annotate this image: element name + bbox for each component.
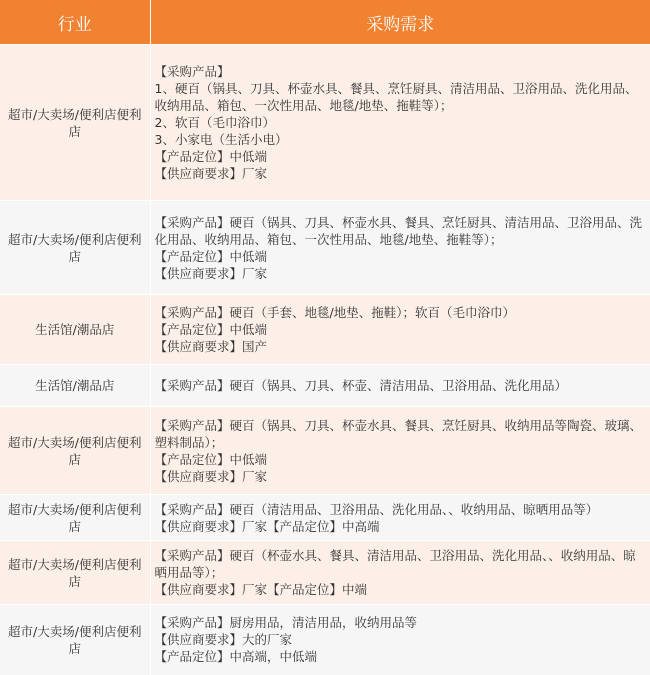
demand-line: 【采购产品】硬百（锅具、刀具、杯壶水具、餐具、烹饪厨具、收纳用品等陶瓷、玻璃、塑料制品）；: [154, 417, 643, 450]
demand-line: 【产品定位】中低端: [154, 451, 268, 467]
demand-cell: [150, 201, 650, 295]
header-row: [0, 0, 650, 45]
demand-line: 【采购产品】硬百（杯壶水具、餐具、清洁用品、卫浴用品、洗化用品、、收纳用品、晾晒用品等）；: [154, 548, 636, 580]
demand-line: 【采购产品】硬百（手套、地毯/地垫、拖鞋）；软百（毛巾浴巾）: [154, 305, 515, 320]
table-body: [0, 45, 650, 675]
table-row: [0, 201, 650, 295]
demand-line: 【采购产品】厨房用品，清洁用品，收纳用品等: [154, 615, 418, 631]
demand-line: 【产品定位】中低端: [154, 248, 268, 264]
industry-cell: 超市/大卖场/便利店便利店: [0, 201, 150, 295]
demand-cell: [150, 407, 650, 495]
industry-cell: 生活馆/潮品店: [0, 365, 150, 407]
table-row: [0, 295, 650, 365]
demand-line: 2、软百（毛巾浴巾）: [154, 115, 275, 130]
demand-header: 采购需求: [150, 0, 650, 45]
demand-line: 1、硬百（锅具、刀具、杯壶水具、餐具、烹饪厨具、清洁用品、卫浴用品、洗化用品、收纳用品、箱包、一次性用品、地毯/地垫、拖鞋等）；: [154, 81, 638, 113]
demand-line: 【供应商要求】厂家: [154, 166, 268, 181]
demand-line: 【供应商要求】厂家【产品定位】中高端: [154, 518, 380, 534]
demand-line: 【采购产品】: [154, 64, 230, 79]
table-row: [0, 605, 650, 675]
industry-cell: 超市/大卖场/便利店便利店: [0, 495, 150, 541]
demand-cell: [150, 541, 650, 605]
demand-line: 【供应商要求】厂家【产品定位】中端: [154, 582, 368, 597]
demand-line: 【供应商要求】国产: [154, 339, 268, 354]
demand-cell: [150, 295, 650, 365]
table-row: [0, 495, 650, 541]
demand-line: 【供应商要求】大的厂家: [154, 632, 293, 648]
industry-cell: 超市/大卖场/便利店便利店: [0, 605, 150, 675]
industry-cell: 超市/大卖场/便利店便利店: [0, 45, 150, 201]
demand-cell: [150, 495, 650, 541]
demand-line: 【采购产品】硬百（清洁用品、卫浴用品、洗化用品、、收纳用品、晾晒用品等）: [154, 501, 599, 517]
demand-line: 【供应商要求】厂家: [154, 265, 268, 281]
table-row: [0, 365, 650, 407]
table-row: [0, 407, 650, 495]
demand-cell: [150, 365, 650, 407]
industry-header: 行业: [0, 0, 150, 45]
demand-line: 【产品定位】中高端，中低端: [154, 649, 318, 665]
demand-cell: [150, 605, 650, 675]
demand-line: 【采购产品】硬百（锅具、刀具、杯壶、清洁用品、卫浴用品、洗化用品）: [154, 378, 568, 393]
demand-line: 【供应商要求】厂家: [154, 468, 268, 484]
table-row: [0, 541, 650, 605]
demand-line: 3、小家电（生活小电）: [154, 132, 288, 147]
industry-cell: 生活馆/潮品店: [0, 295, 150, 365]
demand-line: 【产品定位】中低端: [154, 149, 268, 164]
demand-line: 【采购产品】硬百（锅具、刀具、杯壶水具、餐具、烹饪厨具、清洁用品、卫浴用品、洗化用品、收纳用品、箱包、一次性用品、地毯/地垫、拖鞋等）；: [154, 214, 643, 247]
industry-cell: 超市/大卖场/便利店便利店: [0, 407, 150, 495]
demand-line: 【产品定位】中低端: [154, 322, 268, 337]
demand-cell: [150, 45, 650, 201]
table-row: [0, 45, 650, 201]
industry-cell: 超市/大卖场/便利店便利店: [0, 541, 150, 605]
